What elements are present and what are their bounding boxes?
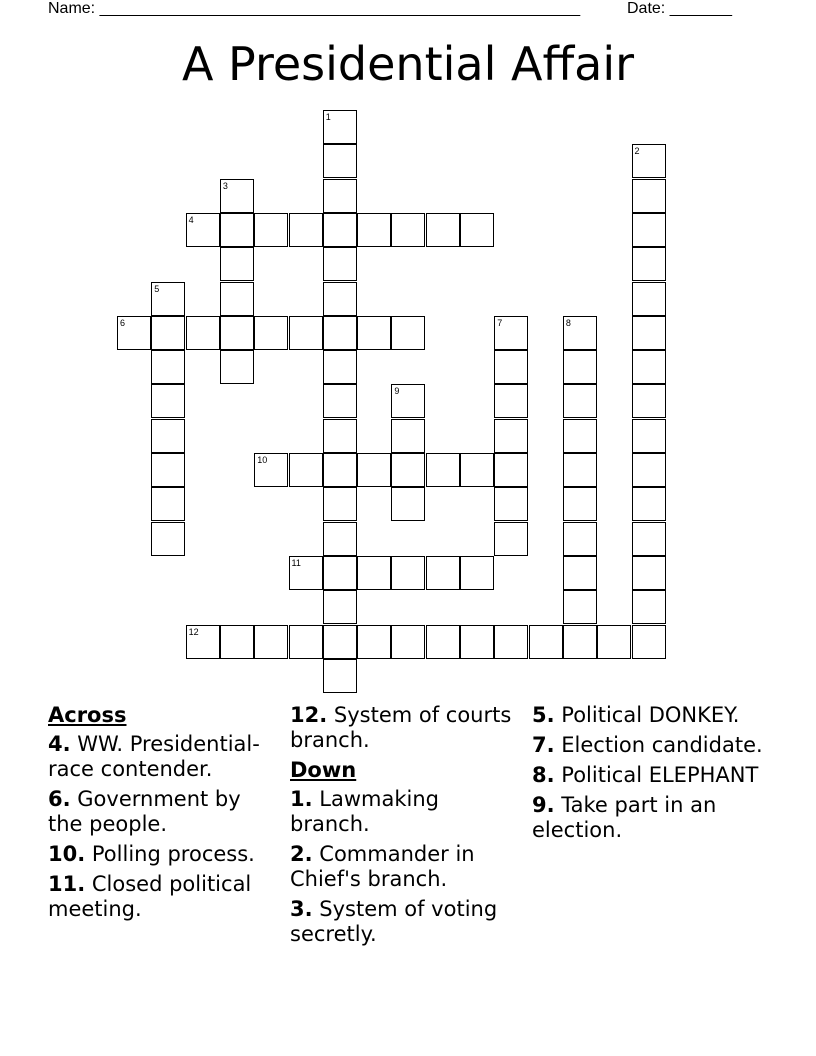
grid-cell[interactable] <box>151 316 185 350</box>
grid-cell[interactable] <box>289 213 323 247</box>
grid-cell[interactable] <box>563 625 597 659</box>
grid-cell[interactable] <box>186 625 220 659</box>
across-clue <box>48 842 276 867</box>
grid-cell[interactable] <box>323 282 357 316</box>
grid-cell[interactable] <box>494 384 528 418</box>
across-clue <box>48 787 276 837</box>
grid-cell[interactable] <box>289 625 323 659</box>
grid-cell[interactable] <box>323 625 357 659</box>
clue-number: 12. <box>290 703 328 727</box>
grid-cell[interactable] <box>391 625 425 659</box>
grid-cell[interactable] <box>391 487 425 521</box>
grid-cell[interactable] <box>563 350 597 384</box>
name-field-line: Name: ______________________________________________________ <box>48 0 581 17</box>
clue-text: Political DONKEY. <box>561 703 740 727</box>
across-clue <box>290 703 522 753</box>
grid-cell[interactable] <box>323 453 357 487</box>
grid-cell[interactable] <box>254 453 288 487</box>
grid-cell[interactable] <box>289 453 323 487</box>
clue-number: 6. <box>48 787 71 811</box>
cell-number: 5 <box>154 283 160 294</box>
grid-cell[interactable] <box>426 453 460 487</box>
grid-cell[interactable] <box>632 144 666 178</box>
grid-cell[interactable] <box>426 556 460 590</box>
grid-cell[interactable] <box>323 419 357 453</box>
grid-cell[interactable] <box>494 522 528 556</box>
down-clue <box>532 793 772 843</box>
grid-cell[interactable] <box>632 487 666 521</box>
grid-cell[interactable] <box>323 522 357 556</box>
grid-cell[interactable] <box>632 522 666 556</box>
grid-cell[interactable] <box>563 453 597 487</box>
cell-number: 11 <box>291 557 301 568</box>
grid-cell[interactable] <box>460 625 494 659</box>
down-clue <box>290 787 522 837</box>
cell-number: 9 <box>394 386 400 397</box>
clue-text: Government by the people. <box>48 787 241 836</box>
grid-cell[interactable] <box>597 625 631 659</box>
grid-cell[interactable] <box>357 625 391 659</box>
grid-cell[interactable] <box>151 350 185 384</box>
cell-number: 12 <box>188 626 199 637</box>
clue-number: 5. <box>532 703 555 727</box>
grid-cell[interactable] <box>220 247 254 281</box>
clue-number: 3. <box>290 897 313 921</box>
grid-cell[interactable] <box>220 213 254 247</box>
across-heading: Across <box>48 703 127 727</box>
grid-cell[interactable] <box>220 282 254 316</box>
clue-text: System of voting secretly. <box>290 897 498 946</box>
grid-cell[interactable] <box>529 625 563 659</box>
grid-cell[interactable] <box>632 590 666 624</box>
grid-cell[interactable] <box>632 179 666 213</box>
grid-cell[interactable] <box>494 487 528 521</box>
grid-cell[interactable] <box>323 110 357 144</box>
down-clue <box>532 763 772 788</box>
clue-text: Commander in Chief's branch. <box>290 842 475 891</box>
grid-cell[interactable] <box>357 316 391 350</box>
clue-number: 1. <box>290 787 313 811</box>
clue-text: Election candidate. <box>561 733 763 757</box>
down-heading: Down <box>290 758 357 782</box>
grid-cell[interactable] <box>357 213 391 247</box>
date-field-line: Date: _______ <box>627 0 732 17</box>
grid-cell[interactable] <box>323 556 357 590</box>
grid-cell[interactable] <box>460 213 494 247</box>
clue-column-1 <box>48 703 276 927</box>
cell-number: 4 <box>188 214 194 225</box>
grid-cell[interactable] <box>391 384 425 418</box>
cell-number: 3 <box>222 180 228 191</box>
grid-cell[interactable] <box>220 179 254 213</box>
grid-cell[interactable] <box>563 419 597 453</box>
grid-cell[interactable] <box>151 487 185 521</box>
grid-cell[interactable] <box>391 453 425 487</box>
grid-cell[interactable] <box>632 350 666 384</box>
down-clue <box>290 897 522 947</box>
clue-column-2 <box>290 703 522 952</box>
grid-cell[interactable] <box>254 213 288 247</box>
cell-number: 10 <box>257 455 268 465</box>
grid-cell[interactable] <box>151 419 185 453</box>
cell-number: 2 <box>634 146 640 157</box>
grid-cell[interactable] <box>323 213 357 247</box>
grid-cell[interactable] <box>323 384 357 418</box>
grid-cell[interactable] <box>186 316 220 350</box>
grid-cell[interactable] <box>494 453 528 487</box>
grid-cell[interactable] <box>563 522 597 556</box>
grid-cell[interactable] <box>323 247 357 281</box>
grid-cell[interactable] <box>563 487 597 521</box>
grid-cell[interactable] <box>323 350 357 384</box>
clue-column-3 <box>532 703 772 848</box>
grid-cell[interactable] <box>494 419 528 453</box>
cell-number: 6 <box>120 317 126 328</box>
grid-cell[interactable] <box>151 282 185 316</box>
grid-cell[interactable] <box>632 316 666 350</box>
clue-text: Closed political meeting. <box>48 872 252 921</box>
across-clue <box>48 732 276 782</box>
clue-number: 10. <box>48 842 86 866</box>
grid-cell[interactable] <box>460 556 494 590</box>
grid-cell[interactable] <box>563 590 597 624</box>
grid-cell[interactable] <box>632 419 666 453</box>
down-clue <box>532 703 772 728</box>
grid-cell[interactable] <box>220 350 254 384</box>
grid-cell[interactable] <box>426 213 460 247</box>
grid-cell[interactable] <box>254 625 288 659</box>
grid-cell[interactable] <box>426 625 460 659</box>
grid-cell[interactable] <box>151 522 185 556</box>
grid-cell[interactable] <box>391 213 425 247</box>
grid-cell[interactable] <box>391 556 425 590</box>
grid-cell[interactable] <box>494 625 528 659</box>
grid-cell[interactable] <box>632 282 666 316</box>
grid-cell[interactable] <box>494 316 528 350</box>
cell-number: 1 <box>325 112 331 122</box>
grid-cell[interactable] <box>357 556 391 590</box>
grid-cell[interactable] <box>563 384 597 418</box>
grid-cell[interactable] <box>220 316 254 350</box>
grid-cell[interactable] <box>460 453 494 487</box>
grid-cell[interactable] <box>391 419 425 453</box>
down-clue <box>532 733 772 758</box>
clue-number: 4. <box>48 732 71 756</box>
down-clue <box>290 842 522 892</box>
clue-text: Take part in an election. <box>532 793 717 842</box>
grid-cell[interactable] <box>563 556 597 590</box>
grid-cell[interactable] <box>632 384 666 418</box>
cell-number: 7 <box>497 317 503 328</box>
grid-cell[interactable] <box>220 625 254 659</box>
grid-cell[interactable] <box>289 556 323 590</box>
clue-text: Polling process. <box>91 842 255 866</box>
grid-cell[interactable] <box>323 659 357 693</box>
clue-text: WW. Presidential-race contender. <box>48 732 260 781</box>
grid-cell[interactable] <box>632 625 666 659</box>
grid-cell[interactable] <box>632 247 666 281</box>
page-title: A Presidential Affair <box>181 37 635 91</box>
grid-cell[interactable] <box>357 453 391 487</box>
grid-cell[interactable] <box>323 590 357 624</box>
grid-cell[interactable] <box>323 487 357 521</box>
clue-number: 8. <box>532 763 555 787</box>
grid-cell[interactable] <box>563 316 597 350</box>
grid-cell[interactable] <box>323 316 357 350</box>
clue-number: 9. <box>532 793 555 817</box>
across-clue <box>48 872 276 922</box>
grid-cell[interactable] <box>632 213 666 247</box>
grid-cell[interactable] <box>391 316 425 350</box>
grid-cell[interactable] <box>494 350 528 384</box>
grid-cell[interactable] <box>151 453 185 487</box>
grid-cell[interactable] <box>632 556 666 590</box>
clue-text: System of courts branch. <box>290 703 512 752</box>
grid-cell[interactable] <box>632 453 666 487</box>
grid-cell[interactable] <box>323 179 357 213</box>
clue-text: Political ELEPHANT <box>561 763 759 787</box>
grid-cell[interactable] <box>117 316 151 350</box>
grid-cell[interactable] <box>151 384 185 418</box>
clue-text: Lawmaking branch. <box>290 787 439 836</box>
grid-cell[interactable] <box>323 144 357 178</box>
clue-number: 11. <box>48 872 86 896</box>
clue-number: 2. <box>290 842 313 866</box>
grid-cell[interactable] <box>289 316 323 350</box>
grid-cell[interactable] <box>254 316 288 350</box>
clue-number: 7. <box>532 733 555 757</box>
cell-number: 8 <box>565 317 571 328</box>
grid-cell[interactable] <box>186 213 220 247</box>
